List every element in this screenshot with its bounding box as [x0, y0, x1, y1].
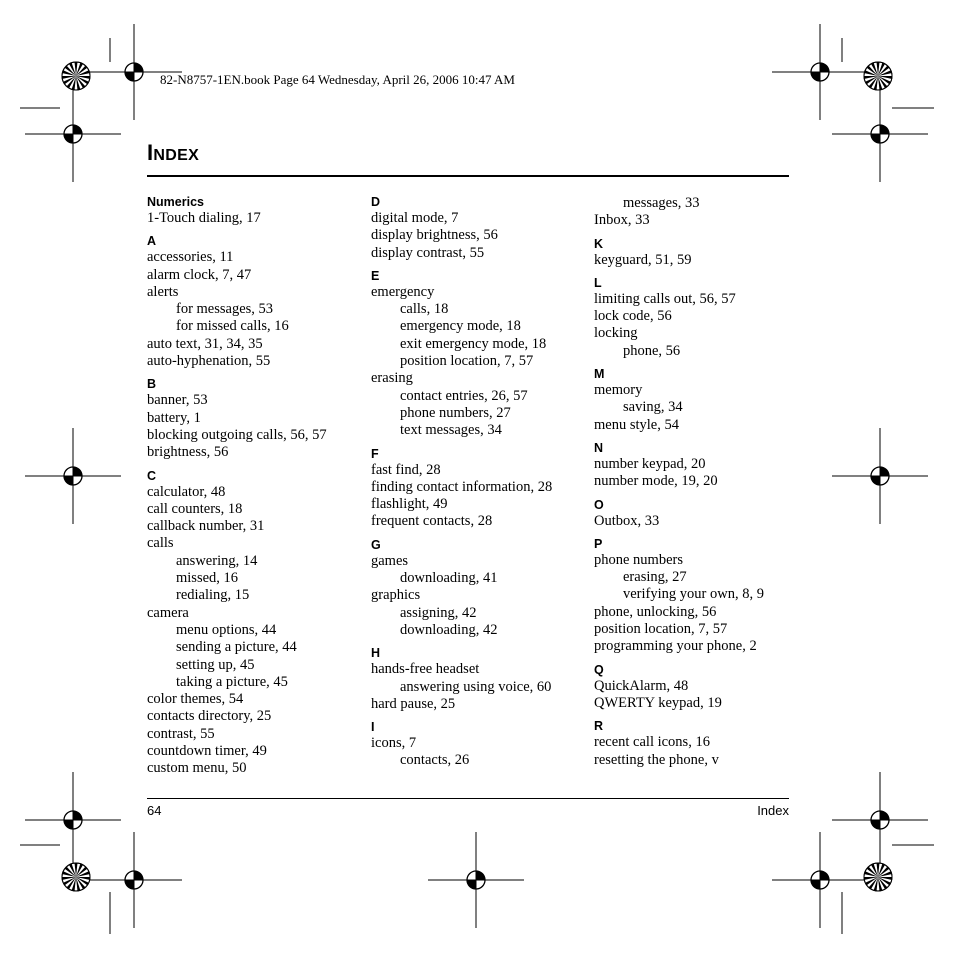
- index-subentry: answering, 14: [176, 552, 258, 569]
- page-title: [147, 140, 199, 166]
- page-number: 64: [147, 803, 162, 818]
- index-entry: erasing: [371, 370, 413, 387]
- index-entry: limiting calls out, 56, 57: [594, 290, 736, 307]
- index-column-3: [594, 195, 814, 769]
- index-subentry: text messages, 34: [400, 422, 502, 439]
- index-subentry: missed, 16: [176, 570, 239, 587]
- index-letter-heading: M: [594, 367, 605, 382]
- index-subentry: for missed calls, 16: [176, 318, 289, 335]
- index-entry: resetting the phone, v: [594, 751, 719, 768]
- index-entry: Outbox, 33: [594, 512, 660, 529]
- index-letter-heading: E: [371, 268, 380, 283]
- index-subentry: erasing, 27: [623, 569, 687, 586]
- index-subentry: phone, 56: [623, 342, 681, 359]
- index-entry: digital mode, 7: [371, 210, 459, 226]
- index-entry: phone, unlocking, 56: [594, 603, 717, 620]
- index-subentry: exit emergency mode, 18: [400, 335, 547, 352]
- index-subentry: contact entries, 26, 57: [400, 387, 528, 404]
- index-entry: icons, 7: [371, 735, 417, 752]
- print-slug: 82-N8757-1EN.book Page 64 Wednesday, April 26, 2006 10:47 AM: [160, 72, 515, 87]
- index-entry: alerts: [147, 283, 179, 300]
- index-column-1: [147, 195, 367, 778]
- index-letter-heading: B: [147, 377, 157, 392]
- index-entry: emergency: [371, 283, 435, 300]
- index-entry: banner, 53: [147, 392, 208, 409]
- index-subentry: verifying your own, 8, 9: [623, 586, 764, 603]
- index-entry: graphics: [371, 587, 421, 604]
- index-subentry: downloading, 42: [400, 621, 498, 638]
- index-entry: locking: [594, 325, 638, 342]
- index-subentry: redialing, 15: [176, 587, 250, 604]
- index-subentry: emergency mode, 18: [400, 318, 521, 335]
- index-entry: lock code, 56: [594, 308, 672, 325]
- index-letter-heading: G: [371, 537, 381, 552]
- index-subentry: phone numbers, 27: [400, 404, 511, 421]
- index-entry: number mode, 19, 20: [594, 473, 718, 490]
- index-entry: display contrast, 55: [371, 244, 485, 261]
- index-entry: 1-Touch dialing, 17: [147, 210, 261, 226]
- index-entry: finding contact information, 28: [371, 478, 553, 495]
- index-subentry: taking a picture, 45: [176, 673, 288, 690]
- index-entry: frequent contacts, 28: [371, 513, 493, 530]
- index-entry: blocking outgoing calls, 56, 57: [147, 426, 327, 443]
- index-entry: color themes, 54: [147, 691, 244, 708]
- index-subentry: saving, 34: [623, 399, 683, 416]
- index-subentry: setting up, 45: [176, 656, 255, 673]
- index-subentry: answering using voice, 60: [400, 678, 552, 695]
- index-entry: menu style, 54: [594, 416, 679, 433]
- index-entry: calculator, 48: [147, 483, 226, 500]
- index-letter-heading: O: [594, 497, 604, 512]
- index-letter-heading: K: [594, 236, 604, 251]
- index-letter-heading: I: [371, 720, 375, 735]
- index-entry: brightness, 56: [147, 444, 229, 461]
- title-rule: [147, 175, 789, 177]
- index-entry: phone numbers: [594, 551, 683, 568]
- index-letter-heading: C: [147, 468, 157, 483]
- index-subentry: for messages, 53: [176, 301, 274, 318]
- index-entry: Inbox, 33: [594, 212, 650, 229]
- index-entry: contacts directory, 25: [147, 708, 272, 725]
- index-letter-heading: D: [371, 195, 381, 209]
- index-entry: memory: [594, 382, 643, 399]
- index-entry: calls: [147, 535, 174, 552]
- index-letter-heading: F: [371, 446, 379, 461]
- index-entry: battery, 1: [147, 409, 201, 426]
- index-letter-heading: H: [371, 646, 381, 661]
- index-entry: fast find, 28: [371, 461, 441, 478]
- index-subentry: assigning, 42: [400, 604, 477, 621]
- title-initial: I: [147, 140, 154, 165]
- index-letter-heading: A: [147, 234, 157, 249]
- index-subentry: messages, 33: [623, 195, 700, 211]
- footer-rule: [147, 798, 789, 799]
- index-entry: keyguard, 51, 59: [594, 251, 692, 268]
- index-letter-heading: N: [594, 440, 604, 455]
- index-subentry: menu options, 44: [176, 621, 277, 638]
- index-letter-heading: Numerics: [147, 195, 204, 209]
- index-entry: custom menu, 50: [147, 760, 247, 777]
- index-entry: call counters, 18: [147, 500, 243, 517]
- index-entry: contrast, 55: [147, 725, 215, 742]
- index-entry: callback number, 31: [147, 518, 265, 535]
- index-entry: QWERTY keypad, 19: [594, 694, 722, 711]
- index-entry: accessories, 11: [147, 249, 234, 266]
- index-subentry: calls, 18: [400, 301, 449, 318]
- index-entry: countdown timer, 49: [147, 743, 267, 760]
- index-entry: QuickAlarm, 48: [594, 677, 689, 694]
- index-subentry: downloading, 41: [400, 570, 498, 587]
- index-letter-heading: P: [594, 536, 603, 551]
- footer-section: Index: [757, 803, 789, 818]
- index-entry: hard pause, 25: [371, 695, 456, 712]
- index-entry: auto-hyphenation, 55: [147, 353, 271, 370]
- index-entry: recent call icons, 16: [594, 734, 710, 751]
- index-entry: position location, 7, 57: [594, 621, 728, 638]
- index-subentry: position location, 7, 57: [400, 353, 534, 370]
- index-entry: number keypad, 20: [594, 455, 706, 472]
- index-letter-heading: R: [594, 719, 604, 734]
- index-entry: hands-free headset: [371, 661, 480, 678]
- index-subentry: sending a picture, 44: [176, 639, 297, 656]
- index-entry: display brightness, 56: [371, 227, 498, 244]
- index-entry: flashlight, 49: [371, 496, 448, 513]
- index-entry: games: [371, 552, 409, 569]
- index-letter-heading: Q: [594, 662, 604, 677]
- title-rest: NDEX: [153, 147, 200, 164]
- index-letter-heading: L: [594, 275, 602, 290]
- index-entry: auto text, 31, 34, 35: [147, 335, 263, 352]
- index-entry: programming your phone, 2: [594, 638, 757, 655]
- index-entry: alarm clock, 7, 47: [147, 266, 252, 283]
- index-column-2: [371, 195, 591, 770]
- index-entry: camera: [147, 604, 189, 621]
- index-subentry: contacts, 26: [400, 752, 470, 769]
